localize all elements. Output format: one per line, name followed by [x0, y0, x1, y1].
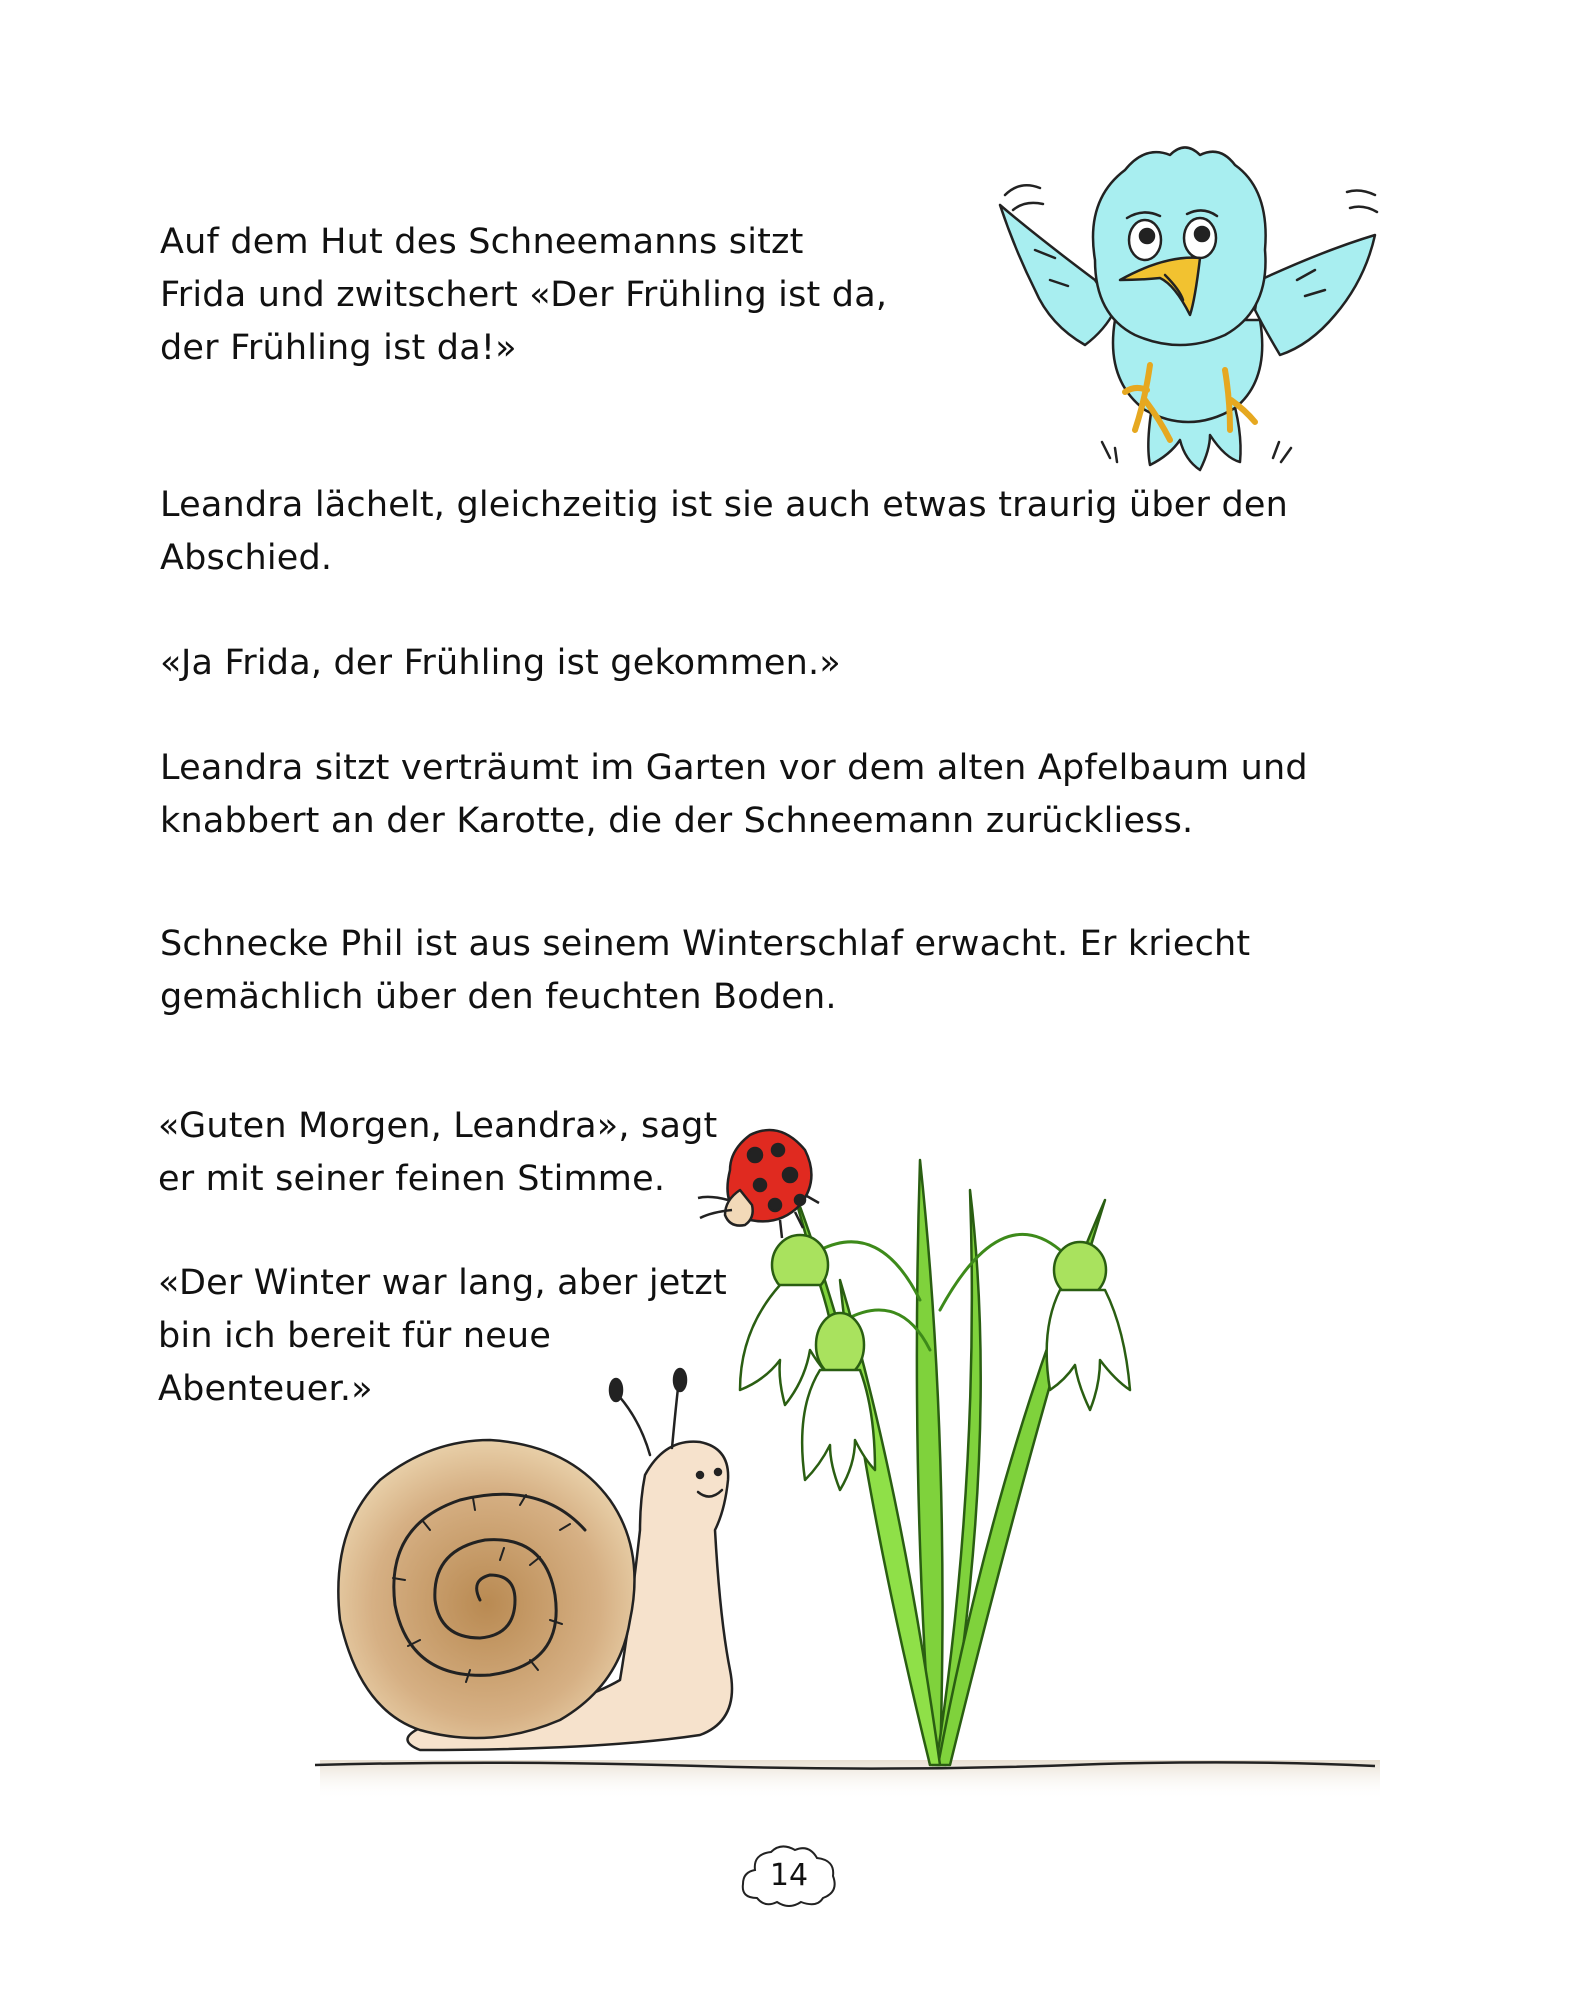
snail-phil — [338, 1369, 732, 1750]
ground-shadow — [320, 1760, 1380, 1800]
page-number-badge — [737, 1840, 841, 1912]
paragraph-frida-on-hat: Auf dem Hut des Schneemanns sitzt Frida und zwitschert «Der Frühling ist da, der Frühling ist da!» — [160, 222, 888, 368]
paragraph-leandra-smiles: Leandra lächelt, gleichzeitig ist sie auch etwas traurig über den Abschied. — [160, 485, 1288, 578]
paragraph-good-morning: «Guten Morgen, Leandra», sagt er mit seiner feinen Stimme. — [158, 1106, 718, 1199]
paragraph-spring-has-come: «Ja Frida, der Frühling ist gekommen.» — [160, 643, 841, 683]
paragraph-snail-phil-wakes: Schnecke Phil ist aus seinem Winterschlaf erwacht. Er kriecht gemächlich über den feuchten Boden. — [160, 924, 1251, 1017]
paragraph-leandra-in-garden: Leandra sitzt verträumt im Garten vor dem alten Apfelbaum und knabbert an der Karotte, die der Schneemann zurückliess. — [160, 748, 1308, 841]
ladybug-illustration — [698, 1130, 819, 1238]
paragraph-winter-was-long: «Der Winter war lang, aber jetzt bin ich bereit für neue Abenteuer.» — [158, 1263, 727, 1409]
page-number: 14 — [769, 1858, 809, 1893]
bird-frida-illustration — [995, 140, 1395, 480]
snail-snowdrop-scene — [300, 1060, 1400, 1820]
snowdrop-plant — [740, 1160, 1130, 1765]
